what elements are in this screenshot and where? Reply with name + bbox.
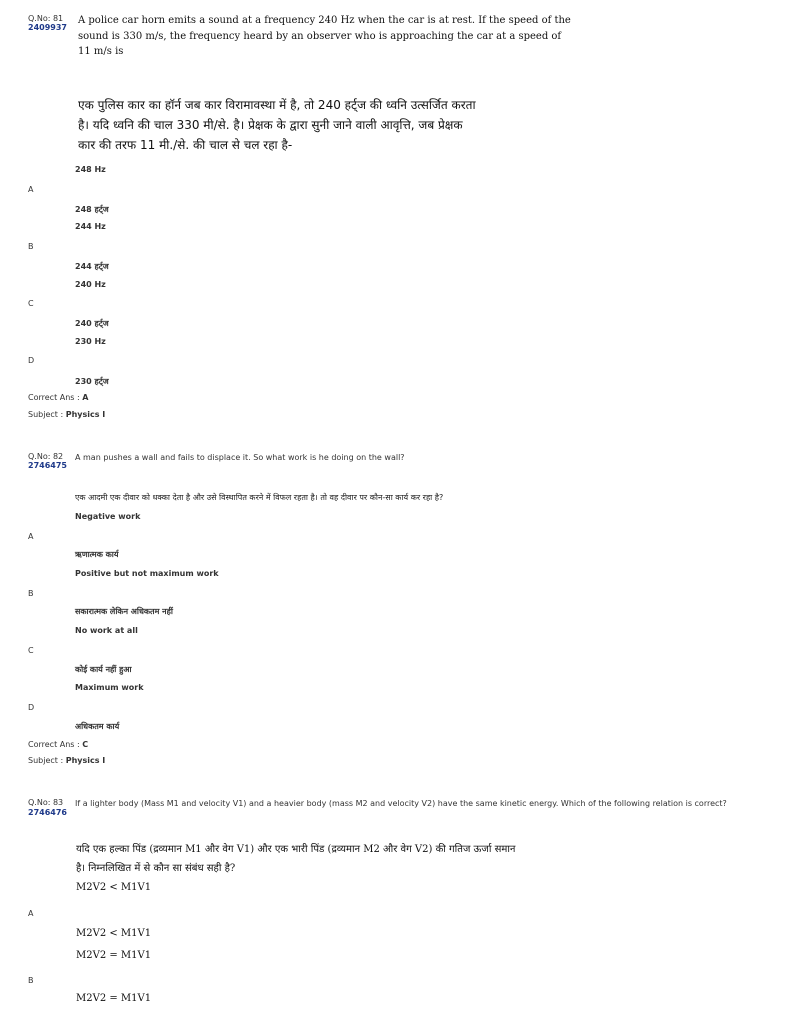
question-text-hi-line-2: है। यदि ध्वनि की चाल 330 मी/से. है। प्रेक्षक के द्वारा सुनी जाने वाली आवृत्ति, जब प्रेक्षक bbox=[78, 118, 463, 132]
subject: Subject : Physics I bbox=[28, 756, 106, 765]
option-a-letter: A bbox=[28, 909, 34, 918]
option-b-hi[interactable]: 244 हर्ट्ज bbox=[75, 262, 109, 271]
question-text-hi-line-1: एक पुलिस कार का हॉर्न जब कार विरामावस्था में है, तो 240 हर्ट्ज की ध्वनि उत्सर्जित करता bbox=[78, 98, 476, 112]
option-b-en[interactable]: M2V2 = M1V1 bbox=[76, 950, 152, 961]
option-b-en[interactable]: Positive but not maximum work bbox=[75, 569, 219, 578]
correct-answer: Correct Ans : C bbox=[28, 740, 89, 749]
option-b-letter: B bbox=[28, 242, 34, 251]
question-text-hi: एक आदमी एक दीवार को धक्का देता है और उसे विस्थापित करने में विफल रहता है। तो वह दीवार पर कौन-सा कार्य कर रहा है? bbox=[75, 493, 444, 502]
question-id: 2746475 bbox=[28, 461, 67, 470]
option-a-letter: A bbox=[28, 185, 34, 194]
option-a-en[interactable]: M2V2 < M1V1 bbox=[76, 882, 152, 893]
question-text-hi-line-1: यदि एक हल्का पिंड (द्रव्यमान M1 और वेग V1) और एक भारी पिंड (द्रव्यमान M2 और वेग V2) की गतिज ऊर्जा समान bbox=[76, 844, 516, 855]
question-number: Q.No: 82 bbox=[28, 452, 64, 461]
option-d-letter: D bbox=[28, 703, 35, 712]
option-c-letter: C bbox=[28, 299, 34, 308]
option-a-en[interactable]: Negative work bbox=[75, 512, 141, 521]
question-text-hi-line-3: कार की तरफ 11 मी./से. की चाल से चल रहा है- bbox=[78, 138, 293, 152]
correct-answer: Correct Ans : A bbox=[28, 393, 89, 402]
option-a-alt[interactable]: M2V2 < M1V1 bbox=[76, 928, 152, 939]
question-number: Q.No: 81 bbox=[28, 14, 64, 23]
question-text-en: If a lighter body (Mass M1 and velocity V1) and a heavier body (mass M2 and velocity V2) have the same kinetic energy. Which of the following relation is correct? bbox=[75, 799, 727, 808]
question-text-en-line-2: sound is 330 m/s, the frequency heard by an observer who is approaching the car at a speed of bbox=[78, 31, 562, 42]
option-b-letter: B bbox=[28, 589, 34, 598]
question-number: Q.No: 83 bbox=[28, 798, 64, 807]
option-b-hi[interactable]: सकारात्मक लेकिन अधिकतम नहीं bbox=[75, 607, 173, 616]
option-c-hi[interactable]: कोई कार्य नहीं हुआ bbox=[75, 665, 132, 674]
option-b-letter: B bbox=[28, 976, 34, 985]
option-d-en[interactable]: Maximum work bbox=[75, 683, 144, 692]
option-c-letter: C bbox=[28, 646, 34, 655]
option-a-hi[interactable]: 248 हर्ट्ज bbox=[75, 205, 109, 214]
option-c-hi[interactable]: 240 हर्ट्ज bbox=[75, 319, 109, 328]
option-a-en[interactable]: 248 Hz bbox=[75, 165, 106, 174]
question-text-en-line-1: A police car horn emits a sound at a frequency 240 Hz when the car is at rest. If the speed of the bbox=[78, 15, 571, 26]
option-d-letter: D bbox=[28, 356, 35, 365]
option-b-en[interactable]: 244 Hz bbox=[75, 222, 106, 231]
option-d-hi[interactable]: 230 हर्ट्ज bbox=[75, 377, 109, 386]
question-id: 2409937 bbox=[28, 23, 67, 32]
question-text-en-line-3: 11 m/s is bbox=[78, 46, 124, 57]
question-text-hi-line-2: है। निम्नलिखित में से कौन सा संबंध सही है? bbox=[76, 863, 236, 874]
subject: Subject : Physics I bbox=[28, 410, 106, 419]
question-id: 2746476 bbox=[28, 808, 67, 817]
option-d-en[interactable]: 230 Hz bbox=[75, 337, 106, 346]
question-text-en: A man pushes a wall and fails to displace it. So what work is he doing on the wall? bbox=[75, 453, 405, 462]
option-c-en[interactable]: No work at all bbox=[75, 626, 138, 635]
option-c-en[interactable]: 240 Hz bbox=[75, 280, 106, 289]
option-b-alt[interactable]: M2V2 = M1V1 bbox=[76, 993, 152, 1004]
option-a-hi[interactable]: ऋणात्मक कार्य bbox=[75, 550, 119, 559]
option-a-letter: A bbox=[28, 532, 34, 541]
option-d-hi[interactable]: अधिकतम कार्य bbox=[75, 722, 120, 731]
